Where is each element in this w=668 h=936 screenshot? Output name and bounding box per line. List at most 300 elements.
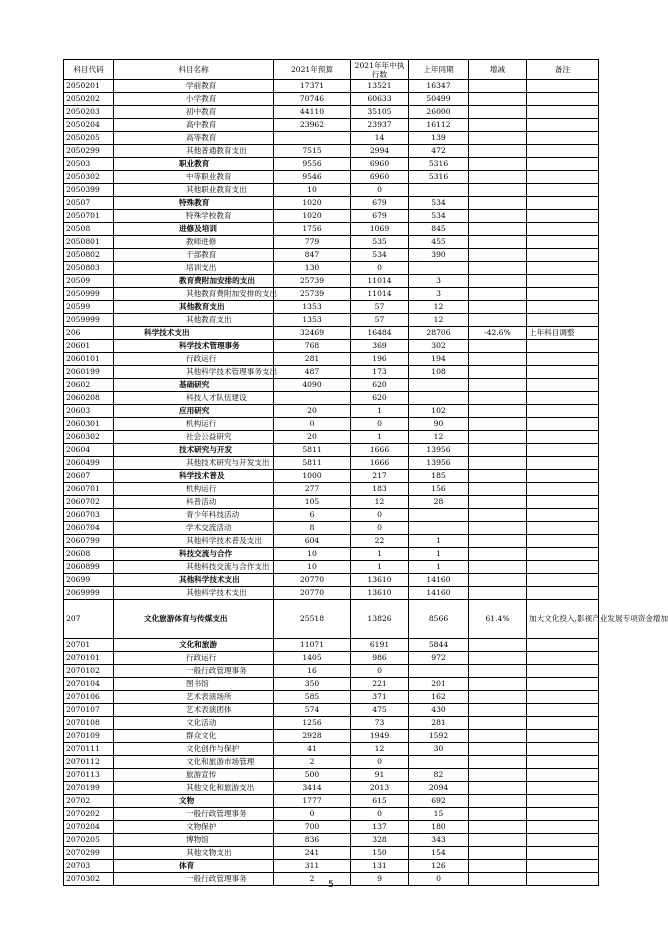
cell-code: 20509 — [64, 275, 114, 288]
cell-prev — [409, 509, 469, 522]
cell-prev: 50499 — [409, 93, 469, 106]
cell-code: 20599 — [64, 301, 114, 314]
cell-budget — [274, 392, 351, 405]
cell-note — [527, 132, 599, 145]
cell-prev: 12 — [409, 314, 469, 327]
cell-note — [527, 158, 599, 171]
cell-code: 2070113 — [64, 769, 114, 782]
cell-budget: 20 — [274, 405, 351, 418]
table-row — [64, 522, 599, 535]
cell-mid: 475 — [351, 704, 409, 717]
cell-name: 初中教育 — [114, 106, 274, 119]
table-row — [64, 93, 599, 106]
cell-change — [469, 93, 527, 106]
cell-code: 2050202 — [64, 93, 114, 106]
cell-name: 其他教育支出 — [114, 301, 274, 314]
cell-change — [469, 288, 527, 301]
cell-note — [527, 509, 599, 522]
cell-mid: 14 — [351, 132, 409, 145]
cell-change — [469, 860, 527, 873]
cell-code: 206 — [64, 327, 114, 340]
cell-code: 2050803 — [64, 262, 114, 275]
cell-change — [469, 756, 527, 769]
cell-change — [469, 808, 527, 821]
cell-change — [469, 652, 527, 665]
table-row — [64, 587, 599, 600]
cell-budget: 487 — [274, 366, 351, 379]
cell-name: 学术交流活动 — [114, 522, 274, 535]
cell-note — [527, 80, 599, 93]
cell-note — [527, 834, 599, 847]
cell-prev: 3 — [409, 275, 469, 288]
cell-name: 小学教育 — [114, 93, 274, 106]
cell-budget: 20 — [274, 431, 351, 444]
cell-mid: 615 — [351, 795, 409, 808]
cell-note — [527, 275, 599, 288]
cell-note — [527, 340, 599, 353]
cell-budget: 5811 — [274, 444, 351, 457]
cell-name: 行政运行 — [114, 652, 274, 665]
cell-code: 2050399 — [64, 184, 114, 197]
cell-change — [469, 197, 527, 210]
cell-budget: 4090 — [274, 379, 351, 392]
cell-name: 科技人才队伍建设 — [114, 392, 274, 405]
cell-prev: 201 — [409, 678, 469, 691]
table-row — [64, 782, 599, 795]
cell-note — [527, 756, 599, 769]
cell-mid: 9 — [351, 873, 409, 886]
cell-mid: 23937 — [351, 119, 409, 132]
cell-prev: 0 — [409, 873, 469, 886]
table-row — [64, 444, 599, 457]
cell-note — [527, 392, 599, 405]
cell-change — [469, 717, 527, 730]
table-row — [64, 314, 599, 327]
cell-change — [469, 535, 527, 548]
cell-mid: 534 — [351, 249, 409, 262]
page-number: 5 — [328, 880, 334, 890]
cell-mid: 73 — [351, 717, 409, 730]
cell-budget: 350 — [274, 678, 351, 691]
cell-name: 其他科学技术管理事务支出 — [114, 366, 274, 379]
cell-budget: 2928 — [274, 730, 351, 743]
cell-note — [527, 769, 599, 782]
cell-name: 其他文物支出 — [114, 847, 274, 860]
cell-name: 特殊学校教育 — [114, 210, 274, 223]
table-row — [64, 756, 599, 769]
cell-prev: 28706 — [409, 327, 469, 340]
cell-name: 一般行政管理事务 — [114, 665, 274, 678]
cell-note — [527, 249, 599, 262]
cell-budget: 6 — [274, 509, 351, 522]
cell-note — [527, 353, 599, 366]
cell-name: 文化和旅游 — [114, 639, 274, 652]
table-row — [64, 80, 599, 93]
cell-budget: 500 — [274, 769, 351, 782]
cell-mid: 13610 — [351, 587, 409, 600]
table-row — [64, 483, 599, 496]
cell-code: 2070199 — [64, 782, 114, 795]
cell-change — [469, 106, 527, 119]
cell-mid: 371 — [351, 691, 409, 704]
header-name: 科目名称 — [114, 60, 274, 80]
cell-change — [469, 821, 527, 834]
cell-change — [469, 834, 527, 847]
cell-code: 2070108 — [64, 717, 114, 730]
cell-prev: 472 — [409, 145, 469, 158]
cell-code: 20703 — [64, 860, 114, 873]
table-row — [64, 470, 599, 483]
cell-prev: 13956 — [409, 457, 469, 470]
cell-budget: 5811 — [274, 457, 351, 470]
cell-prev: 12 — [409, 431, 469, 444]
cell-mid: 1 — [351, 405, 409, 418]
cell-prev: 302 — [409, 340, 469, 353]
cell-change — [469, 223, 527, 236]
cell-budget: 23962 — [274, 119, 351, 132]
cell-name: 应用研究 — [114, 405, 274, 418]
cell-name: 其他科学技术支出 — [114, 574, 274, 587]
cell-prev: 1 — [409, 535, 469, 548]
table-row — [64, 535, 599, 548]
cell-mid: 1 — [351, 561, 409, 574]
cell-prev: 16347 — [409, 80, 469, 93]
cell-mid: 679 — [351, 210, 409, 223]
cell-name: 科学技术支出 — [114, 327, 274, 340]
cell-name: 高中教育 — [114, 119, 274, 132]
cell-prev — [409, 756, 469, 769]
cell-mid: 137 — [351, 821, 409, 834]
cell-code: 2050205 — [64, 132, 114, 145]
cell-mid: 11014 — [351, 288, 409, 301]
cell-code: 2069999 — [64, 587, 114, 600]
table-row — [64, 366, 599, 379]
cell-change — [469, 353, 527, 366]
table-row — [64, 340, 599, 353]
cell-mid: 13610 — [351, 574, 409, 587]
cell-change — [469, 782, 527, 795]
cell-name: 一般行政管理事务 — [114, 808, 274, 821]
table-row — [64, 158, 599, 171]
cell-mid: 12 — [351, 743, 409, 756]
cell-mid: 2994 — [351, 145, 409, 158]
cell-change — [469, 132, 527, 145]
cell-prev: 8566 — [409, 600, 469, 639]
table-row — [64, 431, 599, 444]
cell-note: 加大文化投入,影视产业发展专项资金增加 — [527, 600, 599, 639]
cell-prev: 180 — [409, 821, 469, 834]
cell-budget: 9556 — [274, 158, 351, 171]
table-row — [64, 171, 599, 184]
cell-change — [469, 171, 527, 184]
cell-note — [527, 665, 599, 678]
cell-note — [527, 184, 599, 197]
cell-change — [469, 587, 527, 600]
cell-budget: 1256 — [274, 717, 351, 730]
cell-mid: 183 — [351, 483, 409, 496]
table-row — [64, 132, 599, 145]
table-row — [64, 561, 599, 574]
cell-note — [527, 730, 599, 743]
cell-note — [527, 639, 599, 652]
cell-budget: 70746 — [274, 93, 351, 106]
cell-mid: 173 — [351, 366, 409, 379]
cell-code: 2060199 — [64, 366, 114, 379]
cell-budget: 3414 — [274, 782, 351, 795]
cell-name: 职业教育 — [114, 158, 274, 171]
table-row — [64, 652, 599, 665]
cell-name: 其他文化和旅游支出 — [114, 782, 274, 795]
cell-name: 其他科学技术支出 — [114, 587, 274, 600]
cell-mid: 0 — [351, 522, 409, 535]
cell-prev: 194 — [409, 353, 469, 366]
table-row — [64, 704, 599, 717]
cell-name: 艺术表演场所 — [114, 691, 274, 704]
cell-prev: 5316 — [409, 171, 469, 184]
cell-change — [469, 262, 527, 275]
cell-prev: 82 — [409, 769, 469, 782]
cell-note — [527, 431, 599, 444]
table-row — [64, 821, 599, 834]
table-row — [64, 236, 599, 249]
cell-budget: 241 — [274, 847, 351, 860]
cell-change — [469, 457, 527, 470]
cell-prev: 16112 — [409, 119, 469, 132]
table-row — [64, 496, 599, 509]
cell-mid: 1666 — [351, 444, 409, 457]
cell-budget: 2 — [274, 756, 351, 769]
cell-change — [469, 561, 527, 574]
cell-change — [469, 730, 527, 743]
cell-mid: 16484 — [351, 327, 409, 340]
cell-prev: 390 — [409, 249, 469, 262]
cell-budget: 20770 — [274, 587, 351, 600]
cell-change: -42.6% — [469, 327, 527, 340]
cell-code: 2050201 — [64, 80, 114, 93]
cell-name: 文化活动 — [114, 717, 274, 730]
cell-mid: 6960 — [351, 171, 409, 184]
cell-note — [527, 236, 599, 249]
cell-mid: 986 — [351, 652, 409, 665]
cell-mid: 131 — [351, 860, 409, 873]
header-change: 增减 — [469, 60, 527, 80]
cell-mid: 369 — [351, 340, 409, 353]
table-row — [64, 509, 599, 522]
table-row — [64, 184, 599, 197]
table-row — [64, 678, 599, 691]
cell-code: 2060799 — [64, 535, 114, 548]
cell-name: 旅游宣传 — [114, 769, 274, 782]
cell-note — [527, 223, 599, 236]
cell-budget: 32469 — [274, 327, 351, 340]
cell-code: 207 — [64, 600, 114, 639]
cell-note — [527, 106, 599, 119]
cell-mid: 1069 — [351, 223, 409, 236]
cell-mid: 535 — [351, 236, 409, 249]
cell-mid: 0 — [351, 262, 409, 275]
cell-mid: 13826 — [351, 600, 409, 639]
cell-budget: 20770 — [274, 574, 351, 587]
cell-code: 2070205 — [64, 834, 114, 847]
cell-note — [527, 535, 599, 548]
cell-code: 2050302 — [64, 171, 114, 184]
cell-note — [527, 457, 599, 470]
cell-prev: 162 — [409, 691, 469, 704]
cell-note — [527, 548, 599, 561]
cell-code: 2050701 — [64, 210, 114, 223]
cell-code: 2060703 — [64, 509, 114, 522]
cell-mid: 620 — [351, 379, 409, 392]
cell-mid: 0 — [351, 509, 409, 522]
cell-prev: 13956 — [409, 444, 469, 457]
table-row — [64, 405, 599, 418]
cell-prev: 5316 — [409, 158, 469, 171]
cell-prev: 1 — [409, 548, 469, 561]
cell-name: 干部教育 — [114, 249, 274, 262]
cell-prev — [409, 392, 469, 405]
cell-name: 图书馆 — [114, 678, 274, 691]
cell-prev: 534 — [409, 210, 469, 223]
cell-prev: 14160 — [409, 574, 469, 587]
cell-mid: 0 — [351, 808, 409, 821]
cell-budget: 41 — [274, 743, 351, 756]
cell-budget: 311 — [274, 860, 351, 873]
cell-code: 2070102 — [64, 665, 114, 678]
cell-code: 2070106 — [64, 691, 114, 704]
cell-mid: 217 — [351, 470, 409, 483]
cell-change — [469, 678, 527, 691]
cell-prev: 3 — [409, 288, 469, 301]
table-row — [64, 145, 599, 158]
cell-name: 博物馆 — [114, 834, 274, 847]
cell-prev: 1592 — [409, 730, 469, 743]
cell-budget: 1777 — [274, 795, 351, 808]
cell-code: 2060701 — [64, 483, 114, 496]
cell-budget: 585 — [274, 691, 351, 704]
cell-change — [469, 379, 527, 392]
cell-prev: 14160 — [409, 587, 469, 600]
cell-budget: 768 — [274, 340, 351, 353]
cell-note — [527, 314, 599, 327]
cell-prev: 845 — [409, 223, 469, 236]
cell-code: 2070202 — [64, 808, 114, 821]
table-body — [64, 80, 668, 886]
cell-prev: 281 — [409, 717, 469, 730]
cell-budget: 10 — [274, 561, 351, 574]
cell-budget: 1353 — [274, 301, 351, 314]
cell-note — [527, 860, 599, 873]
header-prev: 上年同期 — [409, 60, 469, 80]
cell-note — [527, 717, 599, 730]
cell-name: 文化旅游体育与传媒支出 — [114, 600, 274, 639]
cell-prev: 108 — [409, 366, 469, 379]
cell-change — [469, 366, 527, 379]
cell-note — [527, 288, 599, 301]
cell-note — [527, 795, 599, 808]
cell-note — [527, 145, 599, 158]
cell-change: 61.4% — [469, 600, 527, 639]
cell-mid: 2013 — [351, 782, 409, 795]
cell-mid: 0 — [351, 418, 409, 431]
cell-prev: 5844 — [409, 639, 469, 652]
cell-prev: 28 — [409, 496, 469, 509]
cell-name: 文化创作与保护 — [114, 743, 274, 756]
cell-change — [469, 119, 527, 132]
cell-budget: 836 — [274, 834, 351, 847]
cell-change — [469, 769, 527, 782]
cell-prev: 26000 — [409, 106, 469, 119]
cell-name: 教师进修 — [114, 236, 274, 249]
cell-prev: 185 — [409, 470, 469, 483]
cell-note — [527, 691, 599, 704]
cell-change — [469, 691, 527, 704]
cell-change — [469, 184, 527, 197]
cell-change — [469, 236, 527, 249]
cell-mid: 13521 — [351, 80, 409, 93]
cell-change — [469, 574, 527, 587]
cell-budget: 25739 — [274, 288, 351, 301]
cell-code: 2070204 — [64, 821, 114, 834]
cell-prev: 972 — [409, 652, 469, 665]
table-row — [64, 262, 599, 275]
table-row — [64, 327, 599, 340]
cell-mid: 0 — [351, 756, 409, 769]
cell-mid: 196 — [351, 353, 409, 366]
cell-prev: 30 — [409, 743, 469, 756]
cell-mid: 22 — [351, 535, 409, 548]
cell-name: 行政运行 — [114, 353, 274, 366]
cell-name: 中等职业教育 — [114, 171, 274, 184]
cell-budget: 277 — [274, 483, 351, 496]
cell-change — [469, 639, 527, 652]
cell-code: 20604 — [64, 444, 114, 457]
cell-note — [527, 496, 599, 509]
cell-mid: 6960 — [351, 158, 409, 171]
cell-code: 2070109 — [64, 730, 114, 743]
cell-mid: 91 — [351, 769, 409, 782]
cell-budget: 847 — [274, 249, 351, 262]
cell-name: 青少年科技活动 — [114, 509, 274, 522]
cell-budget: 1405 — [274, 652, 351, 665]
cell-code: 2050999 — [64, 288, 114, 301]
cell-name: 进修及培训 — [114, 223, 274, 236]
cell-note — [527, 847, 599, 860]
cell-change — [469, 444, 527, 457]
cell-name: 其他教育支出 — [114, 314, 274, 327]
header-midyear: 2021年年中执行数 — [351, 60, 409, 80]
table-row — [64, 847, 599, 860]
cell-code: 2060208 — [64, 392, 114, 405]
header-row — [64, 60, 599, 80]
cell-code: 2060101 — [64, 353, 114, 366]
cell-code: 2050299 — [64, 145, 114, 158]
cell-note — [527, 171, 599, 184]
cell-note: 上年科目调整 — [527, 327, 599, 340]
cell-budget: 1020 — [274, 210, 351, 223]
cell-prev — [409, 522, 469, 535]
cell-note — [527, 93, 599, 106]
cell-mid: 620 — [351, 392, 409, 405]
cell-note — [527, 821, 599, 834]
cell-budget: 574 — [274, 704, 351, 717]
cell-name: 社会公益研究 — [114, 431, 274, 444]
table-row — [64, 223, 599, 236]
cell-name: 科学技术普及 — [114, 470, 274, 483]
cell-code: 2050203 — [64, 106, 114, 119]
cell-name: 高等教育 — [114, 132, 274, 145]
cell-name: 文化和旅游市场管理 — [114, 756, 274, 769]
cell-name: 特殊教育 — [114, 197, 274, 210]
